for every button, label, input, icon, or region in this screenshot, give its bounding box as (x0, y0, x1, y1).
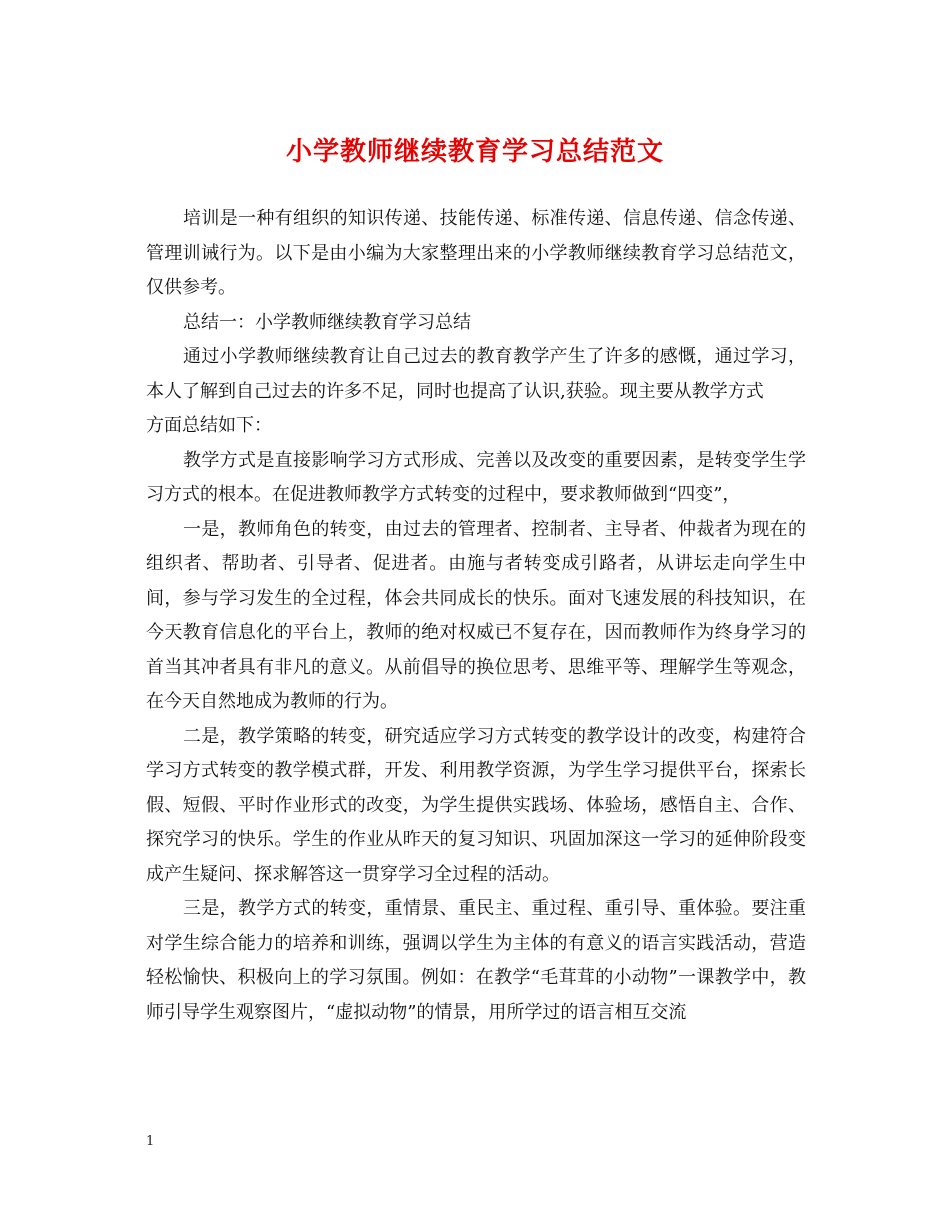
paragraph-teaching-method: 教学方式是直接影响学习方式形成、完善以及改变的重要因素，是转变学生学习方式的根本。在促进教师教学方式转变的过程中，要求教师做到“四变”， (146, 449, 806, 505)
section-heading-summary-one: 总结一：小学教师继续教育学习总结 (183, 311, 471, 333)
paragraph-intro: 培训是一种有组织的知识传递、技能传递、标准传递、信息传递、信念传递、管理训诫行为。以下是由小编为大家整理出来的小学教师继续教育学习总结范文，仅供参考。 (146, 208, 806, 298)
paragraph-point-three: 三是，教学方式的转变，重情景、重民主、重过程、重引导、重体验。要注重对学生综合能力的培养和训练，强调以学生为主体的有意义的语言实践活动，营造轻松愉快、积极向上的学习氛围。例如：在教学“毛茸茸的小动物”一课教学中，教师引导学生观察图片，“虚拟动物”的情景，用所学过的语言相互交流 (146, 898, 806, 1023)
paragraph-overview: 通过小学教师继续教育让自己过去的教育教学产生了许多的感慨，通过学习，本人了解到自己过去的许多不足，同时也提高了认识,获验。现主要从教学方式 (146, 346, 806, 402)
paragraph-overview-continued: 方面总结如下： (146, 415, 272, 436)
paragraph-point-one: 一是，教师角色的转变，由过去的管理者、控制者、主导者、仲裁者为现在的组织者、帮助者、引导者、促进者。由施与者转变成引路者，从讲坛走向学生中间，参与学习发生的全过程，体会共同成长的快乐。面对飞速发展的科技知识，在今天教育信息化的平台上，教师的绝对权威已不复存在，因而教师作为终身学习的首当其冲者具有非凡的意义。从前倡导的换位思考、思维平等、理解学生等观念，在今天自然地成为教师的行为。 (146, 518, 806, 712)
page-number: 1 (146, 1134, 155, 1149)
document-body (146, 202, 806, 1030)
paragraph-point-two: 二是，教学策略的转变，研究适应学习方式转变的教学设计的改变，构建符合学习方式转变的教学模式群，开发、利用教学资源，为学生学习提供平台，探索长假、短假、平时作业形式的改变，为学生提供实践场、体验场，感悟自主、合作、探究学习的快乐。学生的作业从昨天的复习知识、巩固加深这一学习的延伸阶段变成产生疑问、探求解答这一贯穿学习全过程的活动。 (146, 725, 806, 885)
document-title: 小学教师继续教育学习总结范文 (285, 137, 664, 167)
